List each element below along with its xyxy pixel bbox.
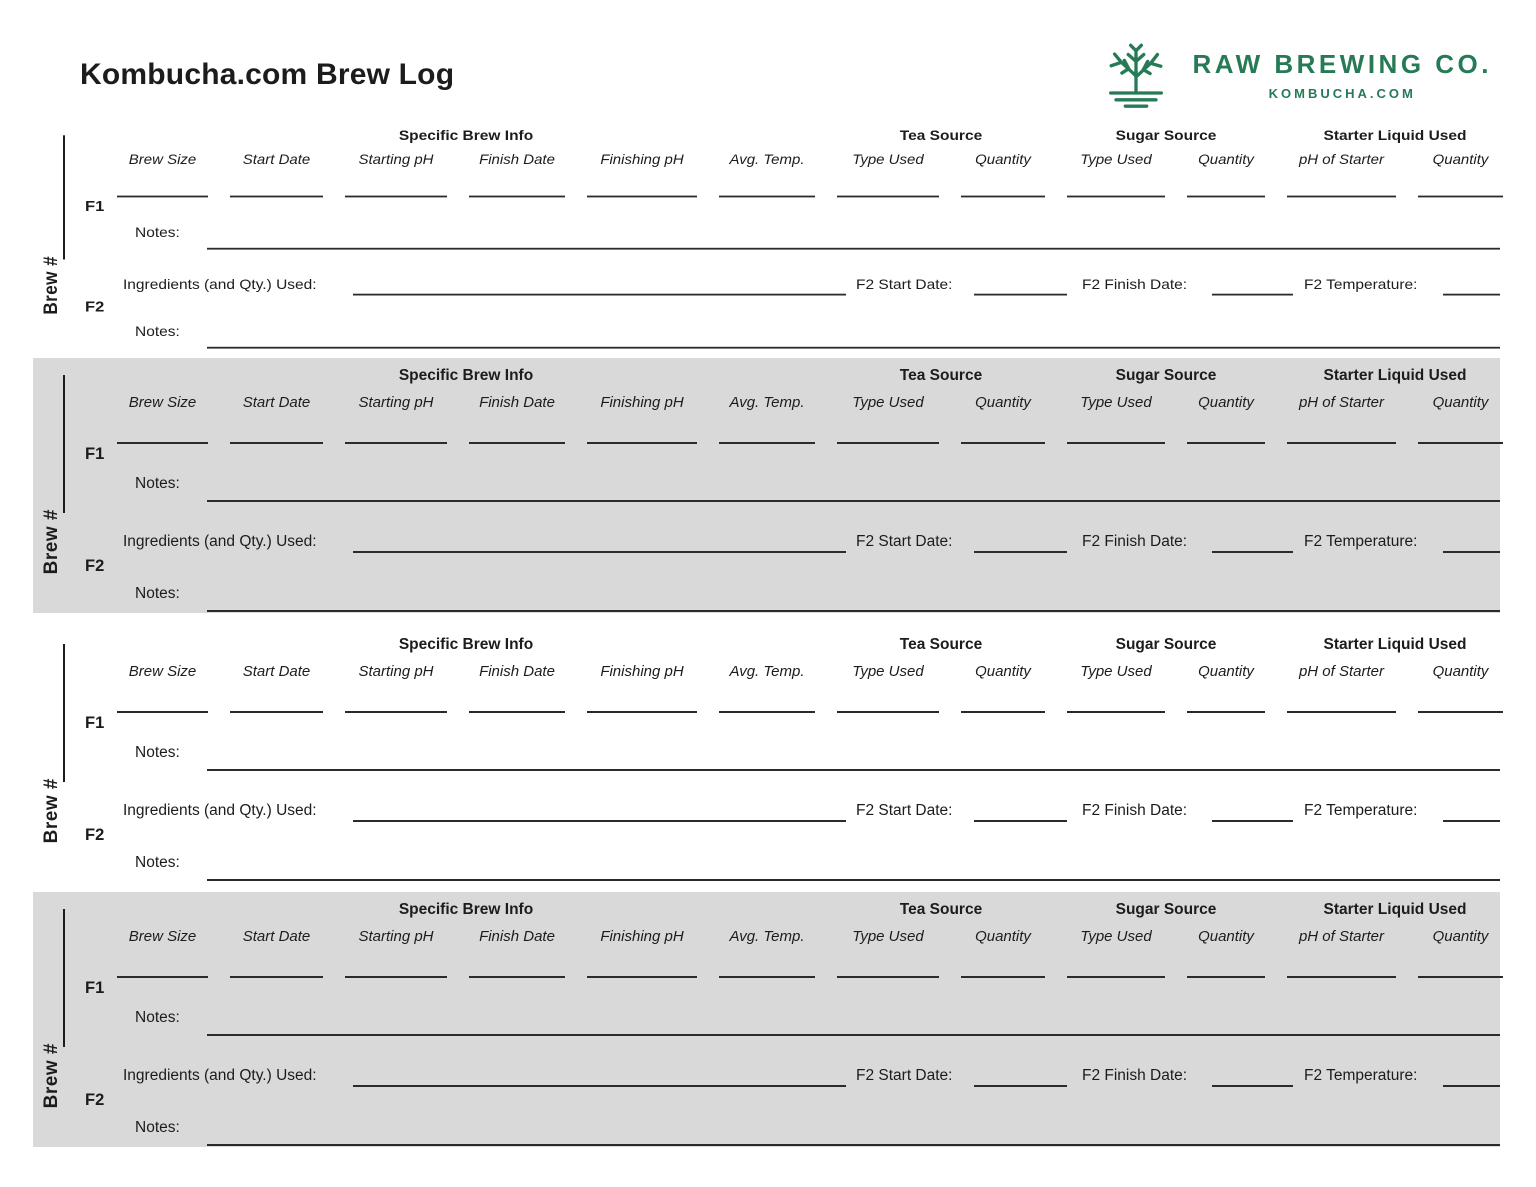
f1-avg-temp-field[interactable]: [719, 697, 815, 713]
f1-starter-ph-field[interactable]: [1287, 183, 1396, 197]
group-header-sugar-source: Sugar Source: [1115, 367, 1217, 384]
f1-sugar-type-field[interactable]: [1067, 697, 1165, 713]
ingredients-field[interactable]: [353, 804, 846, 822]
f1-notes-field[interactable]: [207, 753, 1500, 771]
brew-section-1: [33, 120, 1500, 350]
col-header-sugar-quantity: Quantity: [1198, 663, 1254, 680]
brew-number-field[interactable]: [63, 644, 65, 782]
group-header-sugar-source: Sugar Source: [1115, 901, 1217, 918]
group-header-tea-source: Tea Source: [899, 367, 983, 384]
f2-temperature-field[interactable]: [1443, 804, 1500, 822]
f1-tea-quantity-field[interactable]: [961, 962, 1045, 978]
f1-notes-label: Notes:: [135, 744, 180, 761]
group-header-row: [117, 901, 1503, 919]
f1-row-label: F1: [85, 979, 105, 997]
col-header-avg-temp: Avg. Temp.: [729, 928, 805, 945]
col-header-tea-type-used: Type Used: [852, 928, 924, 945]
brand-header: [1099, 38, 1493, 112]
brew-section-4: [33, 892, 1500, 1147]
f2-row-label: F2: [85, 557, 105, 575]
col-header-starter-quantity: Quantity: [1432, 928, 1489, 945]
col-header-starter-quantity: Quantity: [1432, 394, 1489, 411]
f2-notes-field[interactable]: [207, 594, 1500, 612]
f2-temperature-field[interactable]: [1443, 535, 1500, 553]
f1-sugar-type-field[interactable]: [1067, 428, 1165, 444]
tree-circle-logo-icon: [1099, 38, 1173, 112]
ingredients-field[interactable]: [353, 279, 846, 295]
f1-avg-temp-field[interactable]: [719, 962, 815, 978]
col-header-start-date: Start Date: [242, 394, 311, 411]
f1-row-label: F1: [85, 714, 105, 732]
f1-fields-row: [117, 697, 1503, 713]
f2-finish-date-label: F2 Finish Date:: [1082, 1067, 1188, 1084]
col-header-ph-of-starter: pH of Starter: [1298, 928, 1385, 945]
f2-start-date-label: F2 Start Date:: [856, 1067, 953, 1084]
col-header-brew-size: Brew Size: [128, 928, 197, 945]
f1-brew-size-field[interactable]: [117, 428, 208, 444]
f1-notes-label: Notes:: [135, 225, 180, 241]
col-header-brew-size: Brew Size: [128, 152, 197, 168]
col-header-starting-ph: Starting pH: [358, 394, 434, 411]
f2-temperature-label: F2 Temperature:: [1304, 533, 1418, 550]
ingredients-field[interactable]: [353, 535, 846, 553]
col-header-sugar-type-used: Type Used: [1080, 928, 1152, 945]
brew-number-label: Brew #: [41, 509, 62, 575]
f1-start-date-field[interactable]: [230, 962, 323, 978]
col-header-tea-type-used: Type Used: [852, 663, 924, 680]
col-header-starting-ph: Starting pH: [358, 152, 434, 168]
group-header-specific-brew-info: Specific Brew Info: [398, 367, 534, 384]
ingredients-label: Ingredients (and Qty.) Used:: [123, 802, 317, 819]
f1-notes-label: Notes:: [135, 475, 180, 492]
column-header-row: [117, 663, 1503, 680]
f2-finish-date-label: F2 Finish Date:: [1082, 802, 1188, 819]
brand-wordmark: [1193, 49, 1493, 101]
col-header-tea-type-used: Type Used: [852, 394, 924, 411]
col-header-avg-temp: Avg. Temp.: [729, 152, 805, 168]
f2-notes-label: Notes:: [135, 324, 180, 340]
f1-avg-temp-field[interactable]: [719, 183, 815, 197]
f1-sugar-quantity-field[interactable]: [1187, 962, 1265, 978]
f1-starter-quantity-field[interactable]: [1418, 428, 1503, 444]
f2-start-date-label: F2 Start Date:: [856, 802, 953, 819]
f2-finish-date-label: F2 Finish Date:: [1082, 533, 1188, 550]
ingredients-label: Ingredients (and Qty.) Used:: [123, 277, 317, 293]
f2-start-date-field[interactable]: [974, 804, 1067, 822]
f1-notes-field[interactable]: [207, 233, 1500, 249]
f2-notes-field[interactable]: [207, 1128, 1500, 1146]
col-header-ph-of-starter: pH of Starter: [1298, 394, 1385, 411]
f1-finish-date-field[interactable]: [469, 183, 565, 197]
col-header-brew-size: Brew Size: [128, 394, 197, 411]
brew-number-label: Brew #: [41, 1043, 62, 1109]
brew-section-2: [33, 358, 1500, 613]
col-header-sugar-quantity: Quantity: [1198, 928, 1254, 945]
f1-starter-quantity-field[interactable]: [1418, 697, 1503, 713]
f2-finish-date-field[interactable]: [1212, 279, 1293, 295]
f2-notes-label: Notes:: [135, 585, 180, 602]
f2-temperature-label: F2 Temperature:: [1304, 802, 1418, 819]
col-header-avg-temp: Avg. Temp.: [729, 394, 805, 411]
f2-row-label: F2: [85, 1091, 105, 1109]
col-header-ph-of-starter: pH of Starter: [1298, 152, 1385, 168]
f1-starting-ph-field[interactable]: [345, 428, 447, 444]
f2-start-date-field[interactable]: [974, 535, 1067, 553]
f2-start-date-label: F2 Start Date:: [856, 533, 953, 550]
group-header-specific-brew-info: Specific Brew Info: [398, 901, 534, 918]
col-header-finishing-ph: Finishing pH: [600, 394, 684, 411]
f1-starter-quantity-field[interactable]: [1418, 183, 1503, 197]
page-title: Kombucha.com Brew Log: [80, 58, 455, 91]
f1-tea-quantity-field[interactable]: [961, 183, 1045, 197]
f1-start-date-field[interactable]: [230, 183, 323, 197]
f1-sugar-quantity-field[interactable]: [1187, 697, 1265, 713]
col-header-tea-quantity: Quantity: [975, 152, 1031, 168]
col-header-finishing-ph: Finishing pH: [600, 152, 684, 168]
f2-temperature-field[interactable]: [1443, 279, 1500, 295]
group-header-starter-liquid-used: Starter Liquid Used: [1323, 367, 1467, 384]
f2-finish-date-field[interactable]: [1212, 804, 1293, 822]
group-header-tea-source: Tea Source: [899, 636, 983, 653]
f2-start-date-field[interactable]: [974, 279, 1067, 295]
f1-notes-field[interactable]: [207, 484, 1500, 502]
brew-number-field[interactable]: [63, 375, 65, 513]
col-header-finishing-ph: Finishing pH: [600, 928, 684, 945]
col-header-tea-quantity: Quantity: [975, 394, 1031, 411]
f1-finish-date-field[interactable]: [469, 962, 565, 978]
col-header-brew-size: Brew Size: [128, 663, 197, 680]
f1-tea-type-field[interactable]: [837, 183, 939, 197]
brew-section-3: [33, 627, 1500, 882]
column-header-row: [117, 394, 1503, 411]
f2-finish-date-field[interactable]: [1212, 535, 1293, 553]
f2-start-date-field[interactable]: [974, 1069, 1067, 1087]
col-header-finishing-ph: Finishing pH: [600, 663, 684, 680]
brew-number-label: Brew #: [41, 778, 62, 844]
f1-brew-size-field[interactable]: [117, 962, 208, 978]
brew-number-field[interactable]: [63, 909, 65, 1047]
col-header-starting-ph: Starting pH: [358, 663, 434, 680]
f2-notes-label: Notes:: [135, 1119, 180, 1136]
f1-sugar-quantity-field[interactable]: [1187, 183, 1265, 197]
f1-starter-ph-field[interactable]: [1287, 697, 1396, 713]
f1-tea-type-field[interactable]: [837, 697, 939, 713]
col-header-finish-date: Finish Date: [479, 152, 555, 168]
col-header-sugar-type-used: Type Used: [1080, 663, 1152, 680]
f2-temperature-label: F2 Temperature:: [1304, 1067, 1418, 1084]
col-header-start-date: Start Date: [242, 663, 311, 680]
f1-starter-ph-field[interactable]: [1287, 962, 1396, 978]
f1-tea-quantity-field[interactable]: [961, 697, 1045, 713]
col-header-tea-quantity: Quantity: [975, 663, 1031, 680]
col-header-tea-type-used: Type Used: [852, 152, 924, 168]
col-header-sugar-quantity: Quantity: [1198, 394, 1254, 411]
f1-starter-ph-field[interactable]: [1287, 428, 1396, 444]
group-header-starter-liquid-used: Starter Liquid Used: [1323, 901, 1467, 918]
group-header-tea-source: Tea Source: [899, 128, 983, 144]
f1-tea-type-field[interactable]: [837, 962, 939, 978]
f1-finish-date-field[interactable]: [469, 428, 565, 444]
brand-site: KOMBUCHA.COM: [1268, 86, 1416, 101]
column-header-row: [117, 928, 1503, 945]
column-header-row: [117, 152, 1503, 167]
f2-notes-field[interactable]: [207, 332, 1500, 348]
f1-finishing-ph-field[interactable]: [587, 183, 697, 197]
col-header-finish-date: Finish Date: [479, 928, 555, 945]
group-header-row: [117, 128, 1503, 144]
group-header-row: [117, 636, 1503, 654]
f1-fields-row: [117, 962, 1503, 978]
f2-finish-date-field[interactable]: [1212, 1069, 1293, 1087]
col-header-sugar-type-used: Type Used: [1080, 152, 1152, 168]
f2-notes-field[interactable]: [207, 863, 1500, 881]
f1-finishing-ph-field[interactable]: [587, 962, 697, 978]
col-header-finish-date: Finish Date: [479, 394, 555, 411]
f2-start-date-label: F2 Start Date:: [856, 277, 953, 293]
col-header-starter-quantity: Quantity: [1432, 152, 1489, 168]
col-header-sugar-type-used: Type Used: [1080, 394, 1152, 411]
f1-notes-field[interactable]: [207, 1018, 1500, 1036]
f1-starting-ph-field[interactable]: [345, 962, 447, 978]
group-header-sugar-source: Sugar Source: [1115, 636, 1217, 653]
f1-tea-type-field[interactable]: [837, 428, 939, 444]
col-header-tea-quantity: Quantity: [975, 928, 1031, 945]
f1-sugar-type-field[interactable]: [1067, 962, 1165, 978]
f1-tea-quantity-field[interactable]: [961, 428, 1045, 444]
col-header-sugar-quantity: Quantity: [1198, 152, 1254, 168]
f2-finish-date-label: F2 Finish Date:: [1082, 277, 1188, 293]
col-header-starter-quantity: Quantity: [1432, 663, 1489, 680]
brew-number-field[interactable]: [63, 135, 65, 259]
f1-notes-label: Notes:: [135, 1009, 180, 1026]
f2-temperature-field[interactable]: [1443, 1069, 1500, 1087]
f1-fields-row: [117, 183, 1503, 197]
ingredients-label: Ingredients (and Qty.) Used:: [123, 1067, 317, 1084]
f1-brew-size-field[interactable]: [117, 183, 208, 197]
ingredients-label: Ingredients (and Qty.) Used:: [123, 533, 317, 550]
f1-sugar-quantity-field[interactable]: [1187, 428, 1265, 444]
f1-starter-quantity-field[interactable]: [1418, 962, 1503, 978]
brew-number-label: Brew #: [41, 255, 62, 315]
group-header-tea-source: Tea Source: [899, 901, 983, 918]
col-header-start-date: Start Date: [242, 928, 311, 945]
f1-finish-date-field[interactable]: [469, 697, 565, 713]
col-header-avg-temp: Avg. Temp.: [729, 663, 805, 680]
col-header-ph-of-starter: pH of Starter: [1298, 663, 1385, 680]
f1-row-label: F1: [85, 445, 105, 463]
f1-start-date-field[interactable]: [230, 697, 323, 713]
col-header-start-date: Start Date: [242, 152, 311, 168]
f2-row-label: F2: [85, 299, 105, 316]
f1-starting-ph-field[interactable]: [345, 183, 447, 197]
group-header-specific-brew-info: Specific Brew Info: [398, 636, 534, 653]
f1-finishing-ph-field[interactable]: [587, 428, 697, 444]
ingredients-field[interactable]: [353, 1069, 846, 1087]
f1-brew-size-field[interactable]: [117, 697, 208, 713]
brand-name: RAW BREWING CO.: [1192, 49, 1492, 79]
f1-start-date-field[interactable]: [230, 428, 323, 444]
f1-finishing-ph-field[interactable]: [587, 697, 697, 713]
group-header-specific-brew-info: Specific Brew Info: [398, 128, 534, 144]
col-header-starting-ph: Starting pH: [358, 928, 434, 945]
f1-fields-row: [117, 428, 1503, 444]
f2-row-label: F2: [85, 826, 105, 844]
f2-notes-label: Notes:: [135, 854, 180, 871]
group-header-starter-liquid-used: Starter Liquid Used: [1323, 636, 1467, 653]
f2-temperature-label: F2 Temperature:: [1304, 277, 1418, 293]
f1-starting-ph-field[interactable]: [345, 697, 447, 713]
group-header-starter-liquid-used: Starter Liquid Used: [1323, 128, 1467, 144]
f1-sugar-type-field[interactable]: [1067, 183, 1165, 197]
group-header-sugar-source: Sugar Source: [1115, 128, 1217, 144]
f1-avg-temp-field[interactable]: [719, 428, 815, 444]
group-header-row: [117, 367, 1503, 385]
f1-row-label: F1: [85, 198, 105, 215]
col-header-finish-date: Finish Date: [479, 663, 555, 680]
